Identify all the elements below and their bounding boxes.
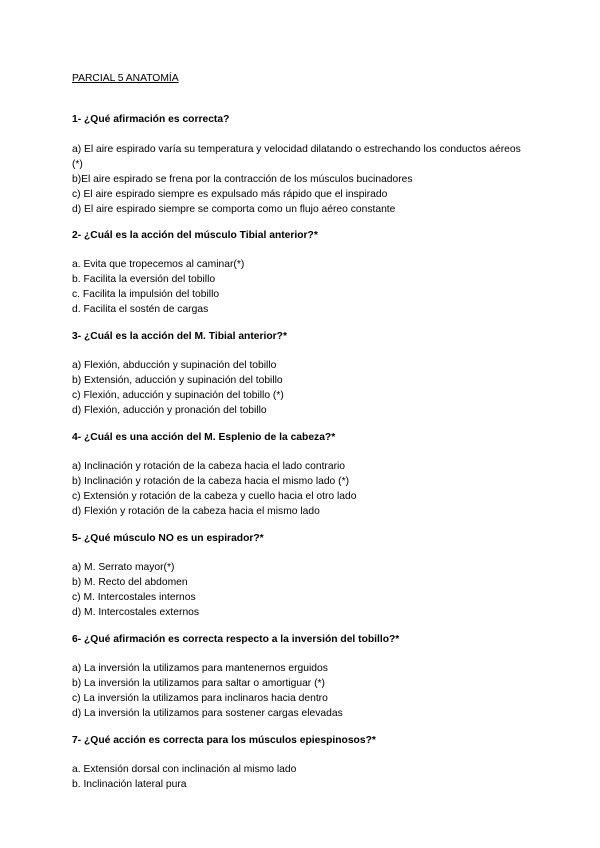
option-d: d) Flexión y rotación de la cabeza hacia el mismo lado <box>72 506 320 517</box>
question-4 <box>72 431 530 519</box>
option-list <box>72 560 530 620</box>
option-d: d) Flexión, aducción y pronación del tobillo <box>72 405 267 416</box>
question-title: 2- ¿Cuál es la acción del músculo Tibial anterior?* <box>72 230 318 241</box>
option-a: a) El aire espirado varía su temperatura y velocidad dilatando o estrechando los conductos aéreos (*) <box>72 144 521 170</box>
option-d: d) La inversión la utilizamos para sostener cargas elevadas <box>72 708 343 719</box>
question-2 <box>72 229 530 317</box>
option-a: a) Flexión, abducción y supinación del tobillo <box>72 360 277 371</box>
question-1 <box>72 113 530 217</box>
option-a: a. Evita que tropecemos al caminar(*) <box>72 259 245 270</box>
option-a: a) Inclinación y rotación de la cabeza hacia el lado contrario <box>72 461 346 472</box>
option-a: a) La inversión la utilizamos para mantenernos erguidos <box>72 663 328 674</box>
option-list <box>72 257 530 317</box>
option-c: c) La inversión la utilizamos para inclinaros hacia dentro <box>72 693 328 704</box>
option-list <box>72 459 530 519</box>
question-title: 3- ¿Cuál es la acción del M. Tibial anterior?* <box>72 331 287 342</box>
option-b: b) Inclinación y rotación de la cabeza hacia el mismo lado (*) <box>72 476 350 487</box>
option-list <box>72 142 530 217</box>
option-b: b) La inversión la utilizamos para saltar o amortiguar (*) <box>72 678 325 689</box>
option-c: c. Facilita la impulsión del tobillo <box>72 289 220 300</box>
option-b: b) M. Recto del abdomen <box>72 577 188 588</box>
question-title: 7- ¿Qué acción es correcta para los músculos epiespinosos?* <box>72 735 376 746</box>
option-c: c) Extensión y rotación de la cabeza y cuello hacia el otro lado <box>72 491 357 502</box>
option-b: b. Inclinación lateral pura <box>72 779 187 790</box>
option-list <box>72 661 530 721</box>
option-list <box>72 358 530 418</box>
option-d: d) El aire espirado siempre se comporta como un flujo aéreo constante <box>72 204 396 215</box>
option-d: d. Facilita el sostén de cargas <box>72 304 209 315</box>
option-d: d) M. Intercostales externos <box>72 607 200 618</box>
question-5 <box>72 532 530 620</box>
question-title: 1- ¿Qué afirmación es correcta? <box>72 114 230 125</box>
option-b: b) Extensión, aducción y supinación del tobillo <box>72 375 283 386</box>
question-3 <box>72 330 530 418</box>
option-a: a. Extensión dorsal con inclinación al mismo lado <box>72 764 297 775</box>
option-c: c) El aire espirado siempre es expulsado más rápido que el inspirado <box>72 189 388 200</box>
option-b: b. Facilita la eversión del tobillo <box>72 274 216 285</box>
question-6 <box>72 633 530 721</box>
document-title: PARCIAL 5 ANATOMÍA <box>72 73 179 84</box>
question-7 <box>72 734 530 792</box>
question-title: 4- ¿Cuál es una acción del M. Esplenio de la cabeza?* <box>72 432 336 443</box>
option-list <box>72 762 530 792</box>
option-c: c) M. Intercostales internos <box>72 592 196 603</box>
option-c: c) Flexión, aducción y supinación del tobillo (*) <box>72 390 284 401</box>
question-title: 6- ¿Qué afirmación es correcta respecto a la inversión del tobillo?* <box>72 634 400 645</box>
question-title: 5- ¿Qué músculo NO es un espirador?* <box>72 533 264 544</box>
option-a: a) M. Serrato mayor(*) <box>72 562 175 573</box>
option-b: b)El aire espirado se frena por la contracción de los músculos bucinadores <box>72 174 413 185</box>
